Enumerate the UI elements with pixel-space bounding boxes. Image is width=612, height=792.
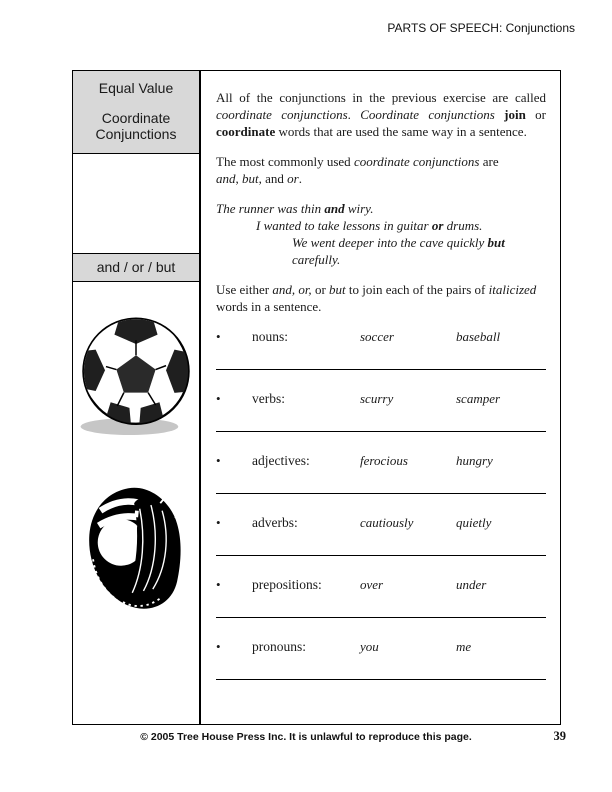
bullet-icon: • [216,453,221,468]
exercise-word-1: ferocious [360,453,408,468]
exercise-word-2: baseball [456,329,501,344]
exercise-label: pronouns: [252,639,306,654]
instruction-paragraph: Use either and, or, or but to join each of the pairs of italicized words in a sentence. [216,282,537,314]
baseball-glove-image [80,472,192,624]
exercise-word-1: soccer [360,329,394,344]
exercise-item-prepositions [216,576,546,618]
exercise-item-adjectives [216,452,546,494]
sidebar [72,70,200,725]
page-header-title: PARTS OF SPEECH: Conjunctions [387,21,575,35]
bullet-icon: • [216,391,221,406]
exercise-word-1: scurry [360,391,394,406]
answer-writing-line [216,493,546,494]
lesson-body [200,70,561,725]
intro-paragraph: All of the conjunctions in the previous exercise are called coordinate conjunctions. Coordinate conjunctions join or coordinate words that are used the same way in a sentence. [216,90,546,139]
exercise-item-nouns [216,328,546,370]
exercise-label: prepositions: [252,577,322,592]
content-frame [72,70,561,725]
exercise-label: adverbs: [252,515,298,530]
exercise-row [216,514,546,531]
exercise-item-verbs [216,390,546,432]
example-sentences [216,200,546,268]
exercise-label: verbs: [252,391,285,406]
exercise-item-pronouns [216,638,546,680]
copyright-notice: © 2005 Tree House Press Inc. It is unlawful to reproduce this page. [140,731,472,743]
exercise-row [216,638,546,655]
exercise-label: adjectives: [252,453,310,468]
exercise-word-1: cautiously [360,515,414,530]
exercise-row [216,576,546,593]
exercise-word-2: me [456,639,472,654]
exercise-word-1: you [360,639,379,654]
exercise-word-1: over [360,577,384,592]
exercise-word-2: scamper [456,391,501,406]
lesson-title-line2: Coordinate Conjunctions [95,110,177,142]
exercise-word-2: hungry [456,453,493,468]
answer-writing-line [216,369,546,370]
example-sentence-3: We went deeper into the cave quickly but carefully. [292,235,505,267]
page-number: 39 [553,729,566,743]
exercise-row [216,452,546,469]
exercise-word-2: quietly [456,515,492,530]
exercise-row [216,390,546,407]
soccer-ball-image [75,308,197,442]
lesson-title-line1: Equal Value [98,80,174,96]
bullet-icon: • [216,577,221,592]
exercise-label: nouns: [252,329,289,344]
answer-writing-line [216,679,546,680]
exercise-list [216,328,546,680]
answer-writing-line [216,617,546,618]
bullet-icon: • [216,639,221,654]
exercise-word-2: under [456,577,487,592]
exercise-row [216,328,546,345]
answer-writing-line [216,555,546,556]
sidebar-spacer [73,154,199,253]
lesson-title-box [73,71,199,154]
example-sentence-1: The runner was thin and wiry. [216,201,374,216]
common-conjunctions-paragraph: The most commonly used coordinate conjunctions are and, but, and or. [216,154,499,186]
bullet-icon: • [216,515,221,530]
bullet-icon: • [216,329,221,344]
answer-writing-line [216,431,546,432]
exercise-item-adverbs [216,514,546,556]
example-sentence-2: I wanted to take lessons in guitar or drums. [256,218,483,233]
conjunctions-tag-box: and / or / but [73,253,199,282]
